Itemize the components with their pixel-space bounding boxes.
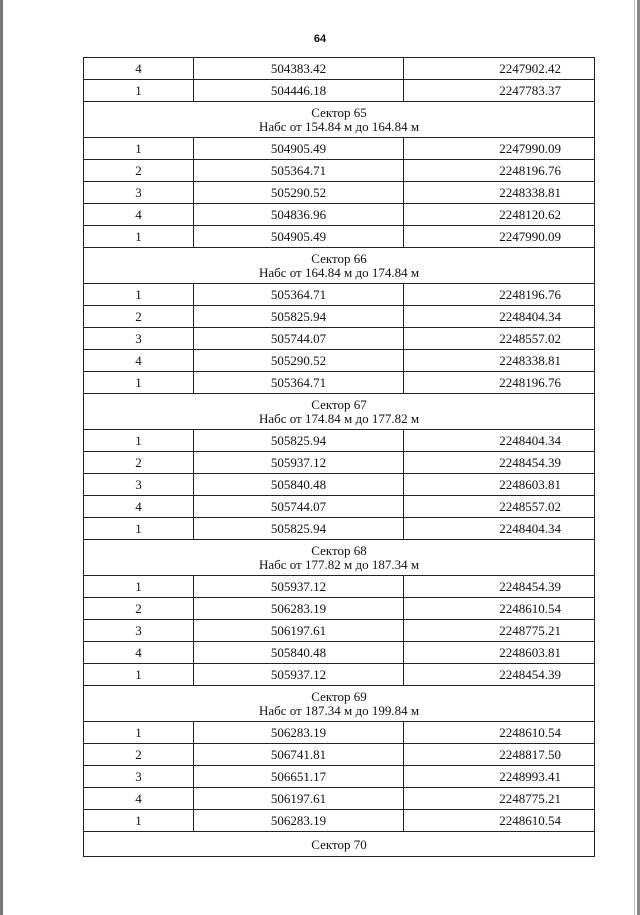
x-coordinate-cell: 504446.18 <box>194 80 404 102</box>
x-coordinate-cell: 504383.42 <box>194 58 404 80</box>
point-number-cell: 4 <box>84 496 194 518</box>
x-coordinate-cell: 505937.12 <box>194 452 404 474</box>
point-number-cell: 4 <box>84 58 194 80</box>
y-coordinate-cell: 2248454.39 <box>404 452 595 474</box>
sector-header <box>84 540 595 576</box>
y-coordinate-cell: 2248610.54 <box>404 810 595 832</box>
x-coordinate-cell: 505825.94 <box>194 518 404 540</box>
sector-header-row <box>84 540 595 576</box>
y-coordinate-cell: 2248338.81 <box>404 182 595 204</box>
point-number-cell: 3 <box>84 474 194 496</box>
x-coordinate-cell: 505290.52 <box>194 182 404 204</box>
sector-title: Сектор 69 <box>311 689 367 704</box>
y-coordinate-cell: 2248454.39 <box>404 664 595 686</box>
x-coordinate-cell: 505364.71 <box>194 160 404 182</box>
x-coordinate-cell: 505840.48 <box>194 642 404 664</box>
x-coordinate-cell: 505937.12 <box>194 664 404 686</box>
x-coordinate-cell: 504905.49 <box>194 138 404 160</box>
table-row <box>84 518 595 540</box>
scan-edge-left <box>0 0 3 915</box>
y-coordinate-cell: 2248610.54 <box>404 598 595 620</box>
x-coordinate-cell: 505825.94 <box>194 306 404 328</box>
x-coordinate-cell: 504836.96 <box>194 204 404 226</box>
y-coordinate-cell: 2248817.50 <box>404 744 595 766</box>
y-coordinate-cell: 2248557.02 <box>404 496 595 518</box>
sector-title: Сектор 70 <box>311 836 367 852</box>
point-number-cell: 1 <box>84 138 194 160</box>
sector-header-row <box>84 394 595 430</box>
table-row <box>84 496 595 518</box>
table-row <box>84 576 595 598</box>
point-number-cell: 1 <box>84 576 194 598</box>
table-row <box>84 598 595 620</box>
sector-title: Сектор 65 <box>311 105 367 120</box>
point-number-cell: 2 <box>84 452 194 474</box>
y-coordinate-cell: 2248404.34 <box>404 430 595 452</box>
y-coordinate-cell: 2248404.34 <box>404 306 595 328</box>
point-number-cell: 1 <box>84 284 194 306</box>
x-coordinate-cell: 506283.19 <box>194 810 404 832</box>
table-row <box>84 430 595 452</box>
table-row <box>84 642 595 664</box>
x-coordinate-cell: 506197.61 <box>194 620 404 642</box>
coordinates-table-body <box>84 58 595 857</box>
y-coordinate-cell: 2248454.39 <box>404 576 595 598</box>
y-coordinate-cell: 2248775.21 <box>404 620 595 642</box>
table-row <box>84 744 595 766</box>
table-row <box>84 328 595 350</box>
y-coordinate-cell: 2247783.37 <box>404 80 595 102</box>
sector-height-range: Набс от 187.34 м до 199.84 м <box>258 703 420 718</box>
sector-header-row <box>84 102 595 138</box>
x-coordinate-cell: 506197.61 <box>194 788 404 810</box>
sector-title: Сектор 67 <box>311 397 367 412</box>
x-coordinate-cell: 506283.19 <box>194 722 404 744</box>
y-coordinate-cell: 2248557.02 <box>404 328 595 350</box>
point-number-cell: 3 <box>84 328 194 350</box>
x-coordinate-cell: 505290.52 <box>194 350 404 372</box>
sector-header-row <box>84 832 595 857</box>
point-number-cell: 1 <box>84 518 194 540</box>
table-row <box>84 452 595 474</box>
point-number-cell: 1 <box>84 226 194 248</box>
sector-title: Сектор 68 <box>311 543 367 558</box>
table-row <box>84 182 595 204</box>
sector-header-row <box>84 686 595 722</box>
sector-height-range: Набс от 154.84 м до 164.84 м <box>258 119 420 134</box>
y-coordinate-cell: 2248603.81 <box>404 474 595 496</box>
table-row <box>84 722 595 744</box>
x-coordinate-cell: 505840.48 <box>194 474 404 496</box>
point-number-cell: 4 <box>84 350 194 372</box>
y-coordinate-cell: 2248338.81 <box>404 350 595 372</box>
sector-header <box>84 394 595 430</box>
y-coordinate-cell: 2247990.09 <box>404 226 595 248</box>
point-number-cell: 2 <box>84 160 194 182</box>
point-number-cell: 2 <box>84 306 194 328</box>
point-number-cell: 4 <box>84 788 194 810</box>
table-row <box>84 620 595 642</box>
point-number-cell: 3 <box>84 766 194 788</box>
point-number-cell: 2 <box>84 744 194 766</box>
point-number-cell: 1 <box>84 430 194 452</box>
point-number-cell: 3 <box>84 620 194 642</box>
y-coordinate-cell: 2248404.34 <box>404 518 595 540</box>
point-number-cell: 1 <box>84 722 194 744</box>
table-row <box>84 788 595 810</box>
sector-height-range: Набс от 164.84 м до 174.84 м <box>258 265 420 280</box>
x-coordinate-cell: 505364.71 <box>194 284 404 306</box>
table-row <box>84 204 595 226</box>
table-row <box>84 372 595 394</box>
point-number-cell: 1 <box>84 664 194 686</box>
y-coordinate-cell: 2247902.42 <box>404 58 595 80</box>
x-coordinate-cell: 505825.94 <box>194 430 404 452</box>
table-row <box>84 474 595 496</box>
y-coordinate-cell: 2248993.41 <box>404 766 595 788</box>
y-coordinate-cell: 2248196.76 <box>404 284 595 306</box>
table-row <box>84 766 595 788</box>
point-number-cell: 4 <box>84 642 194 664</box>
y-coordinate-cell: 2248120.62 <box>404 204 595 226</box>
x-coordinate-cell: 505937.12 <box>194 576 404 598</box>
y-coordinate-cell: 2248775.21 <box>404 788 595 810</box>
point-number-cell: 4 <box>84 204 194 226</box>
table-row <box>84 160 595 182</box>
point-number-cell: 1 <box>84 80 194 102</box>
point-number-cell: 2 <box>84 598 194 620</box>
x-coordinate-cell: 505744.07 <box>194 328 404 350</box>
sector-height-range: Набс от 174.84 м до 177.82 м <box>258 411 420 426</box>
table-row <box>84 138 595 160</box>
sector-header-row <box>84 248 595 284</box>
table-row <box>84 306 595 328</box>
x-coordinate-cell: 506741.81 <box>194 744 404 766</box>
sector-height-range: Набс от 177.82 м до 187.34 м <box>258 557 420 572</box>
sector-header <box>84 102 595 138</box>
x-coordinate-cell: 506651.17 <box>194 766 404 788</box>
point-number-cell: 1 <box>84 810 194 832</box>
coordinates-table <box>83 57 595 857</box>
point-number-cell: 1 <box>84 372 194 394</box>
table-row <box>84 810 595 832</box>
x-coordinate-cell: 505364.71 <box>194 372 404 394</box>
x-coordinate-cell: 506283.19 <box>194 598 404 620</box>
table-row <box>84 350 595 372</box>
y-coordinate-cell: 2248603.81 <box>404 642 595 664</box>
y-coordinate-cell: 2248196.76 <box>404 160 595 182</box>
x-coordinate-cell: 505744.07 <box>194 496 404 518</box>
scan-edge-right-inner <box>634 0 635 915</box>
sector-header <box>84 832 595 857</box>
y-coordinate-cell: 2247990.09 <box>404 138 595 160</box>
page-number: 64 <box>313 33 327 45</box>
table-row <box>84 226 595 248</box>
y-coordinate-cell: 2248196.76 <box>404 372 595 394</box>
x-coordinate-cell: 504905.49 <box>194 226 404 248</box>
y-coordinate-cell: 2248610.54 <box>404 722 595 744</box>
table-row <box>84 664 595 686</box>
table-row <box>84 58 595 80</box>
point-number-cell: 3 <box>84 182 194 204</box>
table-row <box>84 80 595 102</box>
sector-header <box>84 686 595 722</box>
sector-title: Сектор 66 <box>311 251 367 266</box>
sector-header <box>84 248 595 284</box>
table-row <box>84 284 595 306</box>
